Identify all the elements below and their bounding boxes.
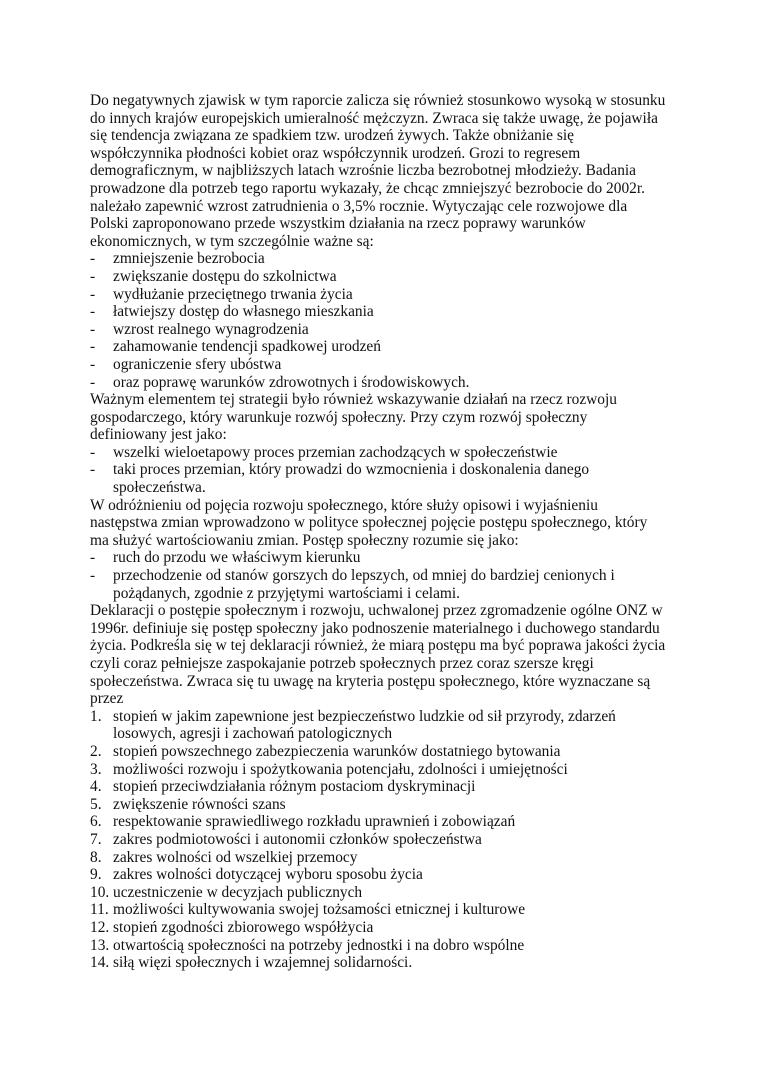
- list-number: 8.: [90, 848, 102, 866]
- list-number: 14.: [90, 954, 110, 972]
- dash-marker: -: [90, 320, 96, 338]
- paragraph-onz-declaration: Deklaracji o postępie społecznym i rozwoju, uchwalonej przez zgromadzenie ogólne ONZ w 1996r. definiuje się postęp społeczny jako podnoszenie materialnego i duchowego standardu życia. Podkreśla się w tej deklaracji również, że miarą postępu ma być poprawa jakości życia czyli coraz pełniejsze zaspokajanie potrzeb społecznych przez coraz szersze kręgi społeczeństwa. Zwraca się tu uwagę na kryteria postępu społecznego, które wyznaczane są przez: [90, 602, 666, 708]
- list-item: - łatwiejszy dostęp do własnego mieszkania: [90, 303, 374, 321]
- list-item: - wydłużanie przeciętnego trwania życia: [90, 285, 353, 303]
- dash-marker: -: [90, 267, 96, 285]
- list-item: - zmniejszenie bezrobocia: [90, 250, 265, 268]
- list-number: 3.: [90, 760, 102, 778]
- list-item: - wzrost realnego wynagrodzenia: [90, 320, 309, 338]
- list-item: - taki proces przemian, który prowadzi do wzmocnienia i doskonalenia danego społeczeństwa.: [90, 461, 590, 497]
- paragraph-social-progress: W odróżnieniu od pojęcia rozwoju społecznego, które służy opisowi i wyjaśnieniu następstwa zmian wprowadzono w polityce społecznej pojęcie postępu społecznego, który ma służyć wartościowaniu zmian. Postęp społeczny rozumie się jako:: [90, 496, 648, 549]
- list-item: 3. możliwości rozwoju i spożytkowania potencjału, zdolności i umiejętności: [90, 760, 568, 778]
- dash-marker: -: [90, 549, 96, 567]
- list-item: 12. stopień zgodności zbiorowego współżycia: [90, 918, 374, 936]
- list-item: - wszelki wieloetapowy proces przemian zachodzących w społeczeństwie: [90, 443, 558, 461]
- list-number: 2.: [90, 742, 102, 760]
- list-number: 11.: [90, 901, 109, 919]
- list-number: 5.: [90, 795, 102, 813]
- list-number: 13.: [90, 936, 110, 954]
- social-progress-list: [90, 549, 668, 602]
- list-number: 7.: [90, 830, 102, 848]
- dash-marker: -: [90, 338, 96, 356]
- dash-marker: -: [90, 250, 96, 268]
- list-item: - zwiększanie dostępu do szkolnictwa: [90, 267, 337, 285]
- list-number: 10.: [90, 883, 110, 901]
- list-item: 10. uczestniczenie w decyzjach publicznych: [90, 883, 363, 901]
- progress-criteria-list: [90, 708, 668, 972]
- list-item: 1. stopień w jakim zapewnione jest bezpieczeństwo ludzkie od sił przyrody, zdarzeń losowych, agresji i zachowań patologicznych: [90, 707, 616, 743]
- list-number: 4.: [90, 778, 102, 796]
- economic-goals-list: [90, 250, 668, 391]
- dash-marker: -: [90, 567, 96, 585]
- list-item: 9. zakres wolności dotyczącej wyboru sposobu życia: [90, 866, 423, 884]
- list-number: 1.: [90, 707, 102, 725]
- document-page: [90, 92, 668, 972]
- list-item: 4. stopień przeciwdziałania różnym postaciom dyskryminacji: [90, 778, 476, 796]
- dash-marker: -: [90, 303, 96, 321]
- list-item: 8. zakres wolności od wszelkiej przemocy: [90, 848, 358, 866]
- social-development-list: [90, 444, 668, 497]
- list-item: 11. możliwości kultywowania swojej tożsamości etnicznej i kulturowe: [90, 901, 526, 919]
- dash-marker: -: [90, 461, 96, 479]
- dash-marker: -: [90, 355, 96, 373]
- list-item: - ruch do przodu we właściwym kierunku: [90, 549, 361, 567]
- dash-marker: -: [90, 443, 96, 461]
- list-number: 6.: [90, 813, 102, 831]
- list-item: 5. zwiększenie równości szans: [90, 795, 286, 813]
- list-item: - ograniczenie sfery ubóstwa: [90, 355, 282, 373]
- list-item: 2. stopień powszechnego zabezpieczenia warunków dostatniego bytowania: [90, 742, 561, 760]
- list-item: 6. respektowanie sprawiedliwego rozkładu uprawnień i zobowiązań: [90, 813, 516, 831]
- list-item: 7. zakres podmiotowości i autonomii członków społeczeństwa: [90, 830, 482, 848]
- dash-marker: -: [90, 285, 96, 303]
- list-item: 13. otwartością społeczności na potrzeby jednostki i na dobro wspólne: [90, 936, 525, 954]
- list-item: - oraz poprawę warunków zdrowotnych i środowiskowych.: [90, 373, 470, 391]
- list-number: 9.: [90, 866, 102, 884]
- paragraph-negative-phenomena: Do negatywnych zjawisk w tym raporcie zalicza się również stosunkowo wysoką w stosunku do innych krajów europejskich umieralność mężczyzn. Zwraca się także uwagę, że pojawiła się tendencja związana ze spadkiem tzw. urodzeń żywych. Także obniżanie się współczynnika płodności kobiet oraz współczynnik urodzeń. Grozi to regresem demograficznym, w najbliższych latach wzrośnie liczba bezrobotnej młodzieży. Badania prowadzone dla potrzeb tego raportu wykazały, że chcąc zmniejszyć bezrobocie do 2002r. należało zapewnić wzrost zatrudnienia o 3,5% rocznie. Wytyczając cele rozwojowe dla Polski zaproponowano przede wszystkim działania na rzecz poprawy warunków ekonomicznych, w tym szczególnie ważne są:: [90, 92, 666, 250]
- list-number: 12.: [90, 918, 110, 936]
- list-item: 14. siłą więzi społecznych i wzajemnej solidarności.: [90, 954, 413, 972]
- list-item: - zahamowanie tendencji spadkowej urodzeń: [90, 338, 381, 356]
- paragraph-strategy: Ważnym elementem tej strategii było również wskazywanie działań na rzecz rozwoju gospodarczego, który warunkuje rozwój społeczny. Przy czym rozwój społeczny definiowany jest jako:: [90, 391, 617, 444]
- dash-marker: -: [90, 373, 96, 391]
- list-item: - przechodzenie od stanów gorszych do lepszych, od mniej do bardziej cenionych i pożądanych, zgodnie z przyjętymi wartościami i celami.: [90, 567, 615, 602]
